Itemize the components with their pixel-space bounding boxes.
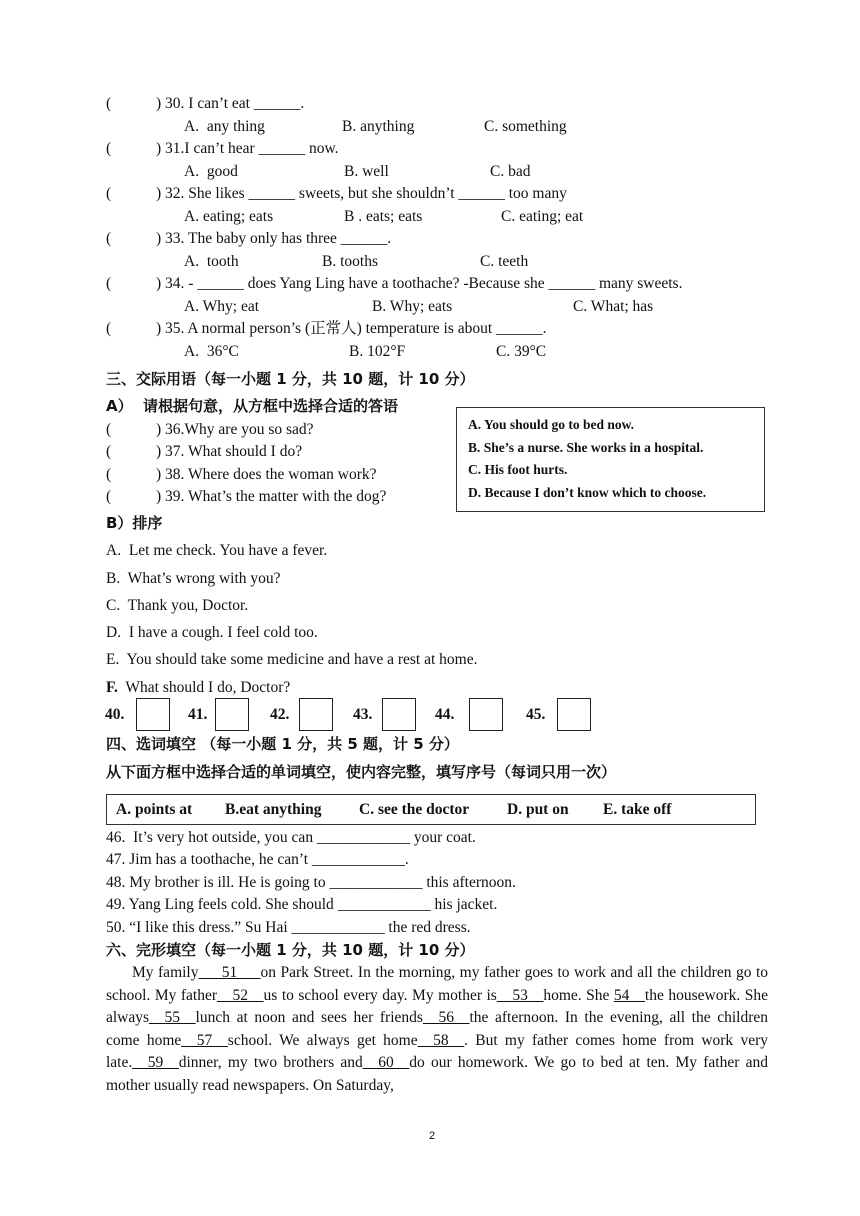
option-35-a: A. 36°C [184,343,239,360]
paren: ( [106,466,112,483]
blank-51: ___51___ [198,964,261,981]
dialogue-sentence-c: C. Thank you, Doctor. [106,597,249,614]
sentence-50: 50. “I like this dress.” Su Hai ____________ the red dress. [106,919,471,936]
option-34-c: C. What; has [573,298,654,315]
answer-box-42[interactable] [299,698,333,731]
question-38: ) 38. Where does the woman work? [156,466,377,483]
blank-55: __55__ [149,1009,196,1027]
cloze-passage [106,962,768,1098]
question-31: ) 31.I can’t hear ______ now. [156,140,339,157]
question-32: ) 32. She likes ______ sweets, but she shouldn’t ______ too many [156,185,567,202]
question-34: ) 34. - ______ does Yang Ling have a toothache? -Because she ______ many sweets. [156,275,683,292]
order-label-44: 44. [435,706,455,723]
dialogue-sentence-d: D. I have a cough. I feel cold too. [106,624,318,641]
option-33-b: B. tooths [322,253,378,270]
dialogue-sentence-f [106,678,290,698]
answer-box-45[interactable] [557,698,591,731]
option-34-b: B. Why; eats [372,298,453,315]
question-35: ) 35. A normal person’s (正常人) temperature is about ______. [156,320,547,337]
option-30-c: C. something [484,118,567,135]
option-30-b: B. anything [342,118,415,135]
word-bank-box [106,794,756,825]
sentence-47: 47. Jim has a toothache, he can’t ____________. [106,851,409,868]
paren: ( [106,140,112,157]
answer-a: A. You should go to bed now. [468,417,635,432]
option-32-b: B . eats; eats [344,208,423,225]
sentence-48: 48. My brother is ill. He is going to ____________ this afternoon. [106,874,516,891]
option-34-a: A. Why; eat [184,298,260,315]
dialogue-sentence-b: B. What’s wrong with you? [106,570,281,587]
word-a: A. points at [116,801,193,818]
blank-60: __60__ [362,1054,410,1072]
paren: ( [106,488,112,505]
cloze-text: the afternoon. In the evening, all the children come home [106,1009,768,1049]
paren: ( [106,230,112,247]
question-30: ) 30. I can’t eat ______. [156,95,305,112]
answer-b: B. She’s a nurse. She works in a hospital. [468,440,704,455]
blank-59: __59__ [132,1054,179,1072]
answer-choices-box [456,407,765,512]
cloze-text: lunch at noon and sees her friends [195,1009,423,1027]
paren: ( [106,320,112,337]
paren: ( [106,443,112,460]
option-31-c: C. bad [490,163,531,180]
cloze-text: us to school every day. My mother is [263,986,497,1004]
option-32-c: C. eating; eat [501,208,584,225]
option-33-c: C. teeth [480,253,529,270]
section-3b-title: B）排序 [106,514,163,532]
word-d: D. put on [507,801,569,818]
answer-box-44[interactable] [469,698,503,731]
question-39: ) 39. What’s the matter with the dog? [156,488,387,505]
page-number: 2 [429,1130,436,1142]
cloze-text: school. We always get home [227,1031,418,1049]
sentence-f-letter: F. [106,679,118,696]
answer-box-41[interactable] [215,698,249,731]
paren: ( [106,185,112,202]
cloze-text: on Park Street. In the morning, my father goes to work and all the children go to school. My father [106,964,769,1004]
answer-c: C. His foot hurts. [468,462,568,477]
answer-box-43[interactable] [382,698,416,731]
option-31-b: B. well [344,163,389,180]
option-32-a: A. eating; eats [184,208,274,225]
blank-58: __58__ [417,1031,465,1049]
option-35-b: B. 102°F [349,343,406,360]
section-4-instruction: 从下面方框中选择合适的单词填空，使内容完整，填写序号（每词只用一次） [106,763,617,781]
cloze-text: . But my father comes home from work very late. [106,1031,768,1072]
blank-53: __53__ [496,986,544,1004]
section-4-title: 四、选词填空 （每一小题 1 分，共 5 题，计 5 分） [106,735,459,753]
word-c: C. see the doctor [359,801,470,818]
question-33: ) 33. The baby only has three ______. [156,230,392,247]
order-label-40: 40. [105,706,125,723]
section-3a-title: A） 请根据句意，从方框中选择合适的答语 [106,397,399,415]
cloze-text: home. She [543,986,614,1004]
order-label-45: 45. [526,706,546,723]
paren: ( [106,95,112,112]
ordering-answer-row [105,698,625,732]
dialogue-sentence-a: A. Let me check. You have a fever. [106,542,328,559]
order-label-43: 43. [353,706,373,723]
paren: ( [106,275,112,292]
word-e: E. take off [603,801,672,818]
option-33-a: A. tooth [184,253,239,270]
cloze-paragraph [106,962,768,1098]
option-31-a: A. good [184,163,238,180]
cloze-text: do our homework. We go to bed at ten. My father and mother usually read newspapers. On Saturday, [106,1054,768,1094]
cloze-text: My family [132,964,199,981]
section-3-title: 三、交际用语（每一小题 1 分，共 10 题，计 10 分） [106,370,475,388]
dialogue-sentence-e: E. You should take some medicine and have a rest at home. [106,651,478,668]
sentence-f-text: What should I do, Doctor? [117,679,291,696]
option-30-a: A. any thing [184,118,265,135]
sentence-46: 46. It’s very hot outside, you can ____________ your coat. [106,829,476,846]
sentence-49: 49. Yang Ling feels cold. She should ____________ his jacket. [106,896,498,913]
cloze-text: dinner, my two brothers and [178,1054,363,1072]
order-label-42: 42. [270,706,290,723]
cloze-text: the housework. She always [106,986,769,1027]
question-36: ) 36.Why are you so sad? [156,421,314,438]
blank-56: __56__ [422,1009,470,1027]
section-6-title: 六、完形填空（每一小题 1 分，共 10 题，计 10 分） [106,941,475,959]
blank-57: __57__ [181,1031,228,1049]
order-label-41: 41. [188,706,208,723]
word-b: B.eat anything [225,801,322,818]
paren: ( [106,421,112,438]
option-35-c: C. 39°C [496,343,547,360]
blank-54: 54__ [613,986,645,1004]
answer-box-40[interactable] [136,698,170,731]
answer-d: D. Because I don’t know which to choose. [468,485,707,500]
question-37: ) 37. What should I do? [156,443,303,460]
blank-52: __52__ [217,986,264,1004]
